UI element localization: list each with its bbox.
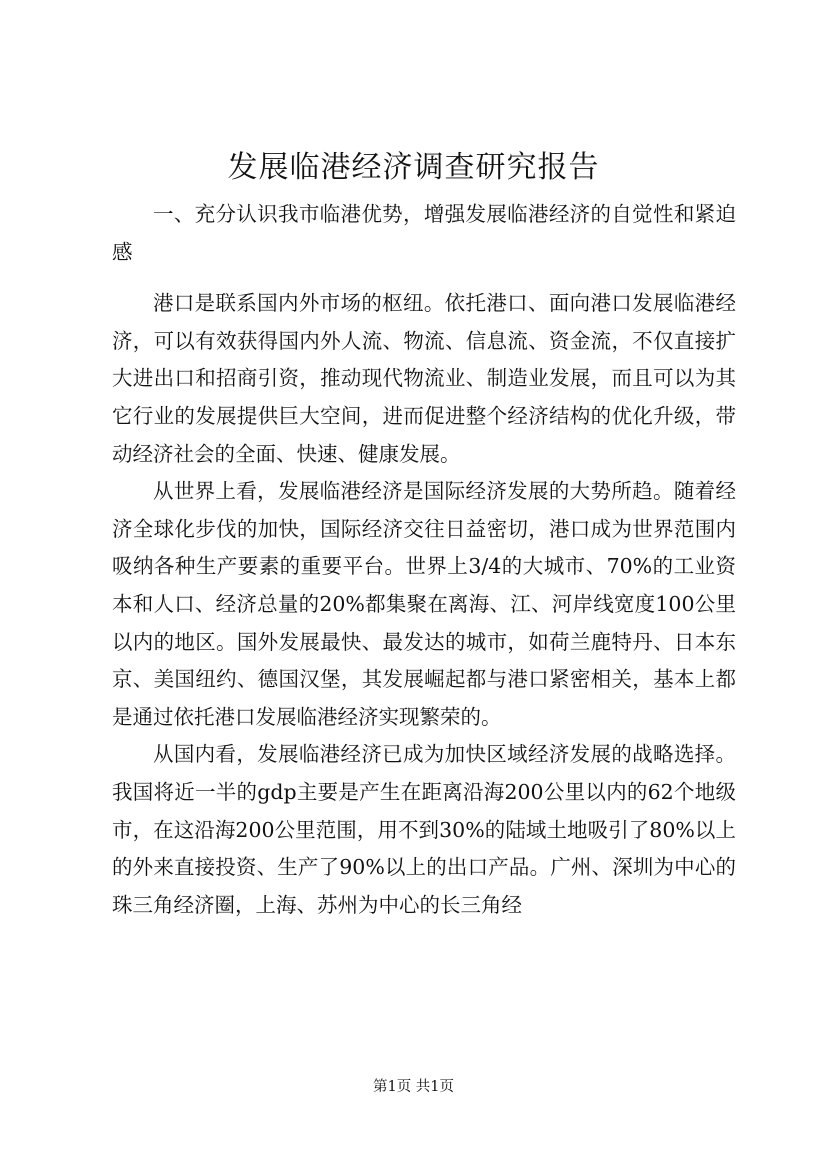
document-title: 发展临港经济调查研究报告 xyxy=(227,150,600,185)
document-body xyxy=(112,196,736,924)
paragraph: 港口是联系国内外市场的枢纽。依托港口、面向港口发展临港经济，可以有效获得国内外人流、物流、信息流、资金流，不仅直接扩大进出口和招商引资，推动现代物流业、制造业发展，而且可以为其它行业的发展提供巨大空间，进而促进整个经济结构的优化升级，带动经济社会的全面、快速、健康发展。 xyxy=(112,291,736,466)
section-heading: 一、充分认识我市临港优势，增强发展临港经济的自觉性和紧迫感 xyxy=(112,202,736,264)
paragraph: 从世界上看，发展临港经济是国际经济发展的大势所趋。随着经济全球化步伐的加快，国际经济交往日益密切，港口成为世界范围内吸纳各种生产要素的重要平台。世界上3/4的大城市、70%的工业资本和人口、经济总量的20%都集聚在离海、江、河岸线宽度100公里以内的地区。国外发展最快、最发达的城市，如荷兰鹿特丹、日本东京、美国纽约、德国汉堡，其发展崛起都与港口紧密相关，基本上都是通过依托港口发展临港经济实现繁荣的。 xyxy=(112,479,736,729)
page-footer: 第1页 共1页 xyxy=(372,1079,455,1095)
paragraph: 从国内看，发展临港经济已成为加快区域经济发展的战略选择。我国将近一半的gdp主要是产生在距离沿海200公里以内的62个地级市，在这沿海200公里范围，用不到30%的陆域土地吸引了80%以上的外来直接投资、生产了90%以上的出口产品。广州、深圳为中心的珠三角经济圈，上海、苏州为中心的长三角经 xyxy=(112,742,736,917)
